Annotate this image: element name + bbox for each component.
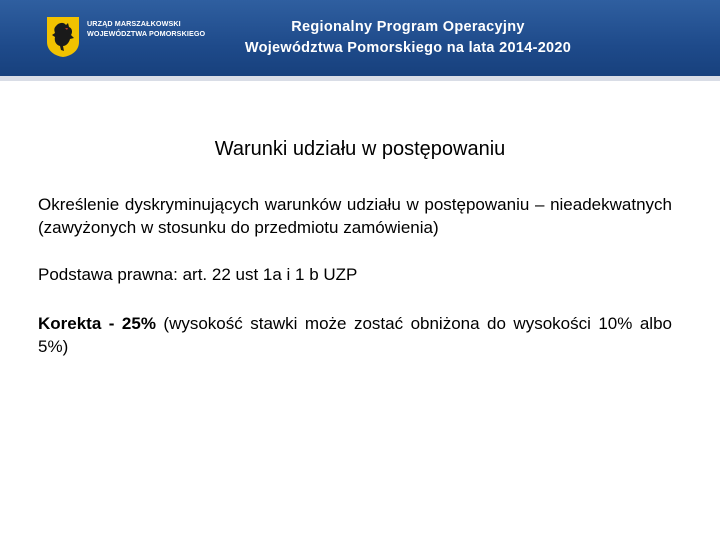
description-paragraph: Określenie dyskryminujących warunków udziału w postępowaniu – nieadekwatnych (zawyżonych w stosunku do przedmiotu zamówienia): [38, 195, 672, 237]
correction-paragraph: [38, 312, 672, 358]
correction-label: Korekta - 25%: [38, 314, 156, 333]
header-divider: [0, 76, 720, 81]
org-name: [87, 19, 205, 39]
program-title-line: Regionalny Program Operacyjny: [291, 19, 525, 35]
slide-title: Warunki udziału w postępowaniu: [214, 138, 506, 160]
program-title-line: Województwa Pomorskiego na lata 2014-2020: [244, 40, 572, 56]
header-bar: [0, 0, 720, 78]
program-title: [238, 17, 578, 59]
org-name-line: URZĄD MARSZAŁKOWSKI: [87, 19, 181, 28]
legal-basis-paragraph: Podstawa prawna: art. 22 ust 1a i 1 b UZP: [38, 265, 358, 284]
org-name-line: WOJEWÓDZTWA POMORSKIEGO: [87, 29, 206, 38]
correction-detail: (wysokość stawki może zostać obniżona do wysokości 10% albo 5%): [38, 314, 672, 356]
griffin-coat-of-arms-icon: [46, 16, 80, 58]
